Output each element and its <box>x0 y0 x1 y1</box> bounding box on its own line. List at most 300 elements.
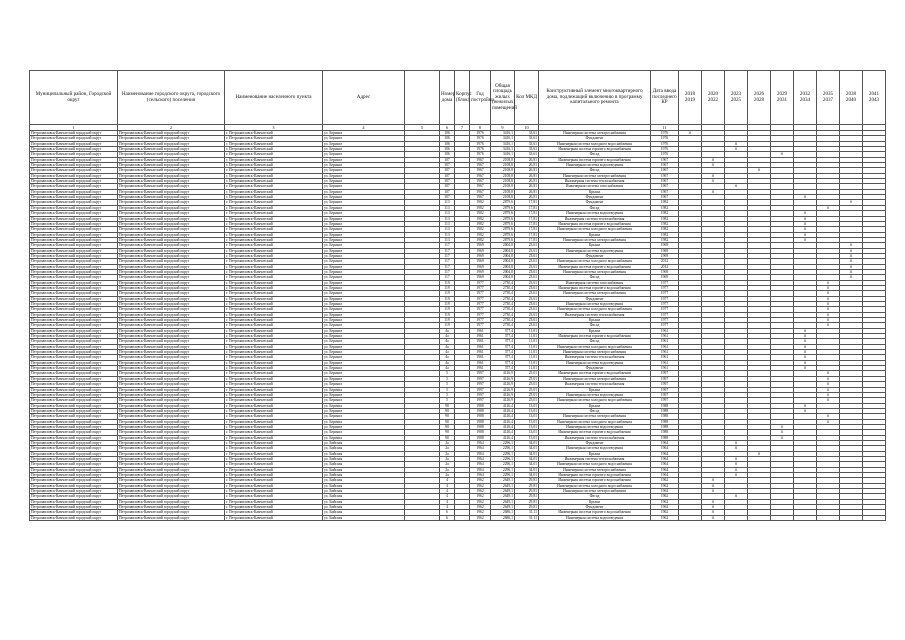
table-header <box>30 71 886 131</box>
table-cell: г. Петропавловск-Камчатский <box>225 307 323 312</box>
period-mark: X <box>794 366 817 371</box>
table-cell: г. Петропавловск-Камчатский <box>225 136 323 141</box>
table-cell: Петропавловск-Камчатский городской округ <box>30 473 118 478</box>
table-cell: Петропавловск-Камчатский городской округ <box>30 195 118 200</box>
table-cell: Петропавловск-Камчатский городской округ <box>118 339 225 344</box>
table-cell: 2649,1 <box>491 494 515 499</box>
table-cell: 17,81 <box>515 216 539 221</box>
table-cell: 4126,9 <box>491 398 515 403</box>
table-cell: 11,01 <box>515 344 539 349</box>
table-cell: г. Петропавловск-Камчатский <box>225 163 323 168</box>
table-cell: 1962 <box>470 494 491 499</box>
table-cell: Инженерная система теплоснабжения <box>539 435 651 440</box>
table-cell: 17,81 <box>515 232 539 237</box>
table-cell: Петропавловск-Камчатский городской округ <box>30 189 118 194</box>
table-cell: г. Петропавловск-Камчатский <box>225 253 323 258</box>
table-cell: 29,81 <box>515 499 539 504</box>
table-cell: 4а <box>440 334 455 339</box>
table-cell: Петропавловск-Камчатский городской округ <box>118 473 225 478</box>
table-cell: 11,01 <box>515 339 539 344</box>
table-cell: 1982 <box>651 221 679 226</box>
table-cell: Петропавловск-Камчатский городской округ <box>30 157 118 162</box>
table-cell: Петропавловск-Камчатский городской округ <box>118 403 225 408</box>
period-cell <box>817 515 840 520</box>
table-cell: Петропавловск-Камчатский городской округ <box>118 195 225 200</box>
period-cell <box>771 515 794 520</box>
table-cell: 2730,4 <box>491 307 515 312</box>
table-cell: 4126,4 <box>491 414 515 419</box>
table-cell: 13,01 <box>515 430 539 435</box>
column-header: 2029 2031 <box>771 71 794 125</box>
table-cell: Крыша <box>539 328 651 333</box>
table-cell: Петропавловск-Камчатский городской округ <box>30 408 118 413</box>
table-cell: Петропавловск-Камчатский городской округ <box>30 382 118 387</box>
table-cell: г. Петропавловск-Камчатский <box>225 430 323 435</box>
table-cell: Инженерная система водоотведения <box>539 248 651 253</box>
table-cell: 2012 <box>651 259 679 264</box>
table-cell: 1961 <box>651 350 679 355</box>
period-mark: X <box>840 269 863 274</box>
table-cell: 2649,1 <box>491 478 515 483</box>
table-cell: 1988 <box>470 435 491 440</box>
period-cell <box>840 515 863 520</box>
column-header: 2023 2025 <box>725 71 748 125</box>
table-cell: 2296,1 <box>491 446 515 451</box>
period-mark: X <box>794 227 817 232</box>
table-cell: 2730,4 <box>491 318 515 323</box>
table-cell: 4а <box>440 339 455 344</box>
table-cell: Петропавловск-Камчатский городской округ <box>118 312 225 317</box>
table-cell: 1982 <box>470 232 491 237</box>
table-cell: 4126,9 <box>491 387 515 392</box>
table-cell: 1961 <box>470 344 491 349</box>
table-cell: 2004,8 <box>491 248 515 253</box>
table-cell: Петропавловск-Камчатский городской округ <box>30 494 118 499</box>
table-cell: 2649,1 <box>491 483 515 488</box>
table-cell: Крыша <box>539 189 651 194</box>
table-cell: ул. Беринга <box>323 398 405 403</box>
table-cell: 1976 <box>470 141 491 146</box>
table-cell: 17,81 <box>515 221 539 226</box>
table-cell: ул. Беринга <box>323 227 405 232</box>
period-mark: X <box>725 440 748 445</box>
table-cell: ул. Беринга <box>323 275 405 280</box>
table-cell: 1982 <box>470 205 491 210</box>
table-cell: 2108,8 <box>491 189 515 194</box>
table-cell: 1964 <box>651 473 679 478</box>
table-cell: 98 <box>440 403 455 408</box>
table-cell: Крыша <box>539 499 651 504</box>
table-cell: г. Петропавловск-Камчатский <box>225 147 323 152</box>
table-cell: Петропавловск-Камчатский городской округ <box>118 296 225 301</box>
table-cell: 1997 <box>651 376 679 381</box>
table-cell: 119 <box>440 280 455 285</box>
table-cell: ул. Беринга <box>323 285 405 290</box>
table-cell: Инженерная система электроснабжения <box>539 414 651 419</box>
period-mark: X <box>817 318 840 323</box>
table-cell: ул. Бийская <box>323 489 405 494</box>
table-cell: Петропавловск-Камчатский городской округ <box>30 424 118 429</box>
period-mark: X <box>702 483 725 488</box>
table-cell: 2012 <box>651 264 679 269</box>
table-cell: ул. Беринга <box>323 221 405 226</box>
table-cell: Инженерная система холодного водоснабжения <box>539 307 651 312</box>
period-mark: X <box>817 285 840 290</box>
table-cell: ул. Беринга <box>323 205 405 210</box>
period-mark: X <box>702 505 725 510</box>
column-header: Общая площадь жилых (нежилых) помещений <box>491 71 515 125</box>
table-cell: 1969 <box>651 248 679 253</box>
table-cell: 1969 <box>651 269 679 274</box>
column-number: 3 <box>225 125 323 131</box>
table-cell: г. Петропавловск-Камчатский <box>225 403 323 408</box>
table-cell: 3416,1 <box>491 136 515 141</box>
table-cell: Петропавловск-Камчатский городской округ <box>118 163 225 168</box>
table-cell: 2686,1 <box>491 510 515 515</box>
table-cell: Петропавловск-Камчатский городской округ <box>30 478 118 483</box>
column-header: Муниципальный район, Городской округ <box>30 71 118 125</box>
table-cell: Фасад <box>539 339 651 344</box>
table-row <box>30 515 886 520</box>
period-mark: X <box>748 168 771 173</box>
table-cell: 117 <box>440 253 455 258</box>
period-mark: X <box>702 489 725 494</box>
table-cell: 34,01 <box>515 462 539 467</box>
table-cell: 98 <box>440 430 455 435</box>
table-cell: Петропавловск-Камчатский городской округ <box>118 227 225 232</box>
table-cell: 23,61 <box>515 318 539 323</box>
table-cell: г. Петропавловск-Камчатский <box>225 328 323 333</box>
table-cell: 1961 <box>470 328 491 333</box>
table-cell: г. Петропавловск-Камчатский <box>225 168 323 173</box>
table-cell: 377,4 <box>491 350 515 355</box>
table-cell: Инженерная система электроснабжения <box>539 173 651 178</box>
table-cell: Петропавловск-Камчатский городской округ <box>30 499 118 504</box>
table-cell: 23,61 <box>515 285 539 290</box>
table-cell: ул. Бийская <box>323 440 405 445</box>
table-cell: Инженерная система электроснабжения <box>539 237 651 242</box>
table-cell: 107 <box>440 157 455 162</box>
table-cell: г. Петропавловск-Камчатский <box>225 499 323 504</box>
table-cell: 4126,9 <box>491 392 515 397</box>
period-mark: X <box>817 302 840 307</box>
table-cell: Петропавловск-Камчатский городской округ <box>30 173 118 178</box>
table-cell: 1977 <box>651 302 679 307</box>
table-cell: 33,61 <box>515 152 539 157</box>
table-cell: 23,61 <box>515 264 539 269</box>
table-cell: 2108,8 <box>491 163 515 168</box>
table-cell: 1964 <box>651 446 679 451</box>
table-cell: 113 <box>440 227 455 232</box>
table-cell: 119 <box>440 302 455 307</box>
table-cell: 1988 <box>470 408 491 413</box>
table-cell: Петропавловск-Камчатский городской округ <box>118 152 225 157</box>
table-cell: 17,81 <box>515 200 539 205</box>
table-cell: 1997 <box>651 382 679 387</box>
table-cell: 1977 <box>470 318 491 323</box>
table-cell <box>405 515 440 520</box>
table-cell: 1961 <box>651 344 679 349</box>
table-cell: 13,01 <box>515 424 539 429</box>
table-cell: 1969 <box>470 243 491 248</box>
period-mark: X <box>794 350 817 355</box>
column-header: Корпус (блок) <box>455 71 470 125</box>
table-cell: ул. Беринга <box>323 318 405 323</box>
table-cell: 2879,6 <box>491 237 515 242</box>
table-cell: 4126,4 <box>491 424 515 429</box>
table-cell: Петропавловск-Камчатский городской округ <box>30 200 118 205</box>
table-cell: Инженерная система холодного водоснабжения <box>539 462 651 467</box>
table-cell: 1967 <box>470 163 491 168</box>
table-cell: 119 <box>440 291 455 296</box>
table-cell: 113 <box>440 237 455 242</box>
table-cell: Петропавловск-Камчатский городской округ <box>30 440 118 445</box>
table-cell: 1969 <box>651 275 679 280</box>
table-cell: 1964 <box>470 462 491 467</box>
column-number: 2 <box>118 125 225 131</box>
table-cell: ул. Беринга <box>323 131 405 136</box>
table-cell: 2879,6 <box>491 200 515 205</box>
table-cell: 117 <box>440 248 455 253</box>
period-mark: X <box>771 430 794 435</box>
table-cell: ул. Беринга <box>323 211 405 216</box>
table-cell: Петропавловск-Камчатский городской округ <box>118 360 225 365</box>
table-cell: Петропавловск-Камчатский городской округ <box>30 328 118 333</box>
table-cell: Петропавловск-Камчатский городской округ <box>30 489 118 494</box>
table-cell: 1997 <box>470 387 491 392</box>
table-cell: ул. Беринга <box>323 248 405 253</box>
table-cell: Петропавловск-Камчатский городской округ <box>118 467 225 472</box>
table-cell: Петропавловск-Камчатский городской округ <box>118 179 225 184</box>
table-cell: 1969 <box>470 253 491 258</box>
table-cell: 1997 <box>651 398 679 403</box>
table-cell: 1988 <box>470 403 491 408</box>
table-cell: 4126,9 <box>491 371 515 376</box>
table-cell: Петропавловск-Камчатский городской округ <box>118 387 225 392</box>
table-cell: 1982 <box>651 232 679 237</box>
table-cell: г. Петропавловск-Камчатский <box>225 435 323 440</box>
period-mark: X <box>817 205 840 210</box>
table-cell: 1988 <box>651 403 679 408</box>
table-cell: г. Петропавловск-Камчатский <box>225 285 323 290</box>
table-cell: г. Петропавловск-Камчатский <box>225 414 323 419</box>
table-cell: 1988 <box>651 414 679 419</box>
table-cell: 1982 <box>651 200 679 205</box>
table-cell: г. Петропавловск-Камчатский <box>225 195 323 200</box>
table-cell: Петропавловск-Камчатский городской округ <box>118 489 225 494</box>
table-cell: 1982 <box>470 216 491 221</box>
table-cell: 4126,9 <box>491 382 515 387</box>
table-cell: г. Петропавловск-Камчатский <box>225 205 323 210</box>
table-cell: Петропавловск-Камчатский городской округ <box>118 328 225 333</box>
table-cell: 4а <box>440 344 455 349</box>
table-cell: г. Петропавловск-Камчатский <box>225 334 323 339</box>
table-cell: 1988 <box>470 414 491 419</box>
table-cell: Петропавловск-Камчатский городской округ <box>30 248 118 253</box>
table-cell: 113 <box>440 200 455 205</box>
table-cell: Петропавловск-Камчатский городской округ <box>30 376 118 381</box>
table-cell: 1988 <box>470 419 491 424</box>
table-cell: 2730,4 <box>491 291 515 296</box>
table-cell: 2108,8 <box>491 195 515 200</box>
table-cell: 4 <box>440 494 455 499</box>
table-cell: 1962 <box>470 478 491 483</box>
table-cell: ул. Беринга <box>323 216 405 221</box>
table-cell: Петропавловск-Камчатский городской округ <box>118 435 225 440</box>
period-mark: X <box>817 376 840 381</box>
table-cell: 13,01 <box>515 414 539 419</box>
table-cell: Петропавловск-Камчатский городской округ <box>118 424 225 429</box>
period-mark: X <box>817 419 840 424</box>
table-cell: 1962 <box>651 483 679 488</box>
table-cell: г. Петропавловск-Камчатский <box>225 515 323 520</box>
table-cell: 13,01 <box>515 408 539 413</box>
table-cell: ул. Беринга <box>323 195 405 200</box>
table-cell: г. Петропавловск-Камчатский <box>225 467 323 472</box>
table-cell: Петропавловск-Камчатский городской округ <box>30 147 118 152</box>
table-cell: 2108,8 <box>491 157 515 162</box>
period-mark: X <box>794 334 817 339</box>
table-cell: Петропавловск-Камчатский городской округ <box>30 355 118 360</box>
table-cell: Инженерная система горячего водоснабжения <box>539 334 651 339</box>
table-cell: 1997 <box>651 387 679 392</box>
table-cell: 377,4 <box>491 334 515 339</box>
table-cell: Петропавловск-Камчатский городской округ <box>30 339 118 344</box>
table-cell: Крыша <box>539 387 651 392</box>
table-cell: Инженерная система теплоснабжения <box>539 456 651 461</box>
table-cell: 2004,8 <box>491 269 515 274</box>
period-mark: X <box>840 264 863 269</box>
table-cell: г. Петропавловск-Камчатский <box>225 243 323 248</box>
table-cell: г. Петропавловск-Камчатский <box>225 184 323 189</box>
table-cell: 1976 <box>470 131 491 136</box>
table-cell: 1977 <box>651 323 679 328</box>
table-cell: 2879,6 <box>491 216 515 221</box>
table-cell: 2108,8 <box>491 173 515 178</box>
table-cell: Инженерная система водоотведения <box>539 211 651 216</box>
table-cell: Петропавловск-Камчатский городской округ <box>118 366 225 371</box>
table-cell: ул. Беринга <box>323 334 405 339</box>
table-cell: ул. Беринга <box>323 157 405 162</box>
table-cell: ул. Беринга <box>323 403 405 408</box>
table-cell: Петропавловск-Камчатский городской округ <box>30 280 118 285</box>
table-cell: 98 <box>440 435 455 440</box>
table-cell: Петропавловск-Камчатский городской округ <box>30 451 118 456</box>
table-cell: 1977 <box>651 307 679 312</box>
period-mark: X <box>702 499 725 504</box>
table-cell: г. Петропавловск-Камчатский <box>225 221 323 226</box>
table-cell: Петропавловск-Камчатский городской округ <box>118 221 225 226</box>
period-mark: X <box>817 312 840 317</box>
table-cell: Петропавловск-Камчатский городской округ <box>30 259 118 264</box>
table-cell: Инженерная система горячего водоснабжения <box>539 157 651 162</box>
table-cell: ул. Беринга <box>323 152 405 157</box>
table-cell: г. Петропавловск-Камчатский <box>225 408 323 413</box>
table-cell: г. Петропавловск-Камчатский <box>225 456 323 461</box>
table-cell: Инженерная система холодного водоснабжения <box>539 227 651 232</box>
table-cell: 1988 <box>651 408 679 413</box>
period-cell <box>794 515 817 520</box>
table-cell: 1976 <box>651 131 679 136</box>
table-cell: 25,01 <box>515 382 539 387</box>
table-cell: Инженерная система теплоснабжения <box>539 355 651 360</box>
column-header: Конструктивный элемент многоквартирного дома, подлежащий включению в программу капитального ремонта <box>539 71 651 125</box>
table-cell: г. Петропавловск-Камчатский <box>225 446 323 451</box>
period-cell <box>725 515 748 520</box>
period-mark: X <box>794 195 817 200</box>
table-cell: Петропавловск-Камчатский городской округ <box>30 296 118 301</box>
table-cell: г. Петропавловск-Камчатский <box>225 478 323 483</box>
period-mark: X <box>702 515 725 520</box>
table-cell: 1997 <box>470 376 491 381</box>
column-header: 2035 2037 <box>817 71 840 125</box>
table-cell: 1962 <box>651 489 679 494</box>
table-cell: 2а <box>440 456 455 461</box>
table-cell: 1967 <box>470 184 491 189</box>
table-cell: ул. Беринга <box>323 253 405 258</box>
table-cell: 2108,8 <box>491 184 515 189</box>
table-cell: 1967 <box>651 184 679 189</box>
table-cell: ул. Бийская <box>323 462 405 467</box>
table-cell: 26,81 <box>515 184 539 189</box>
table-cell: 113 <box>440 232 455 237</box>
table-cell: 1964 <box>470 446 491 451</box>
table-cell: 2879,6 <box>491 227 515 232</box>
table-cell: Петропавловск-Камчатский городской округ <box>30 243 118 248</box>
period-mark: X <box>794 221 817 226</box>
table-cell: Инженерная система теплоснабжения <box>539 216 651 221</box>
table-cell: Петропавловск-Камчатский городской округ <box>118 483 225 488</box>
table-cell: ул. Бийская <box>323 505 405 510</box>
table-cell: 1967 <box>651 168 679 173</box>
table-cell: Петропавловск-Камчатский городской округ <box>118 269 225 274</box>
period-mark: X <box>794 339 817 344</box>
table-cell: Инженерная система холодного водоснабжения <box>539 344 651 349</box>
table-cell: ул. Бийская <box>323 456 405 461</box>
table-cell: 1964 <box>651 451 679 456</box>
table-cell: Инженерная система электроснабжения <box>539 131 651 136</box>
table-cell: 1962 <box>470 510 491 515</box>
table-cell: Инженерная система холодного водоснабжения <box>539 483 651 488</box>
table-cell: 107 <box>440 189 455 194</box>
table-cell: 26,81 <box>515 168 539 173</box>
table-cell: Фундамент <box>539 366 651 371</box>
table-cell: 119 <box>440 323 455 328</box>
table-cell: 377,4 <box>491 339 515 344</box>
table-cell: Петропавловск-Камчатский городской округ <box>30 456 118 461</box>
table-cell: Петропавловск-Камчатский городской округ <box>118 505 225 510</box>
table-cell: 29,81 <box>515 494 539 499</box>
table-cell: 34,01 <box>515 456 539 461</box>
table-cell: 4а <box>440 350 455 355</box>
period-mark: X <box>817 291 840 296</box>
table-cell: г. Петропавловск-Камчатский <box>225 227 323 232</box>
table-cell: 2296,1 <box>491 467 515 472</box>
table-cell: 2а <box>440 451 455 456</box>
table-cell: 1977 <box>651 291 679 296</box>
table-cell: г. Петропавловск-Камчатский <box>225 344 323 349</box>
table-cell: г. Петропавловск-Камчатский <box>225 275 323 280</box>
table-cell: Петропавловск-Камчатский городской округ <box>118 371 225 376</box>
table-cell: Петропавловск-Камчатский городской округ <box>118 141 225 146</box>
table-cell: Петропавловск-Камчатский городской округ <box>118 392 225 397</box>
period-mark: X <box>725 467 748 472</box>
table-cell: 1961 <box>470 339 491 344</box>
column-header: Адрес <box>323 71 405 125</box>
table-cell: ул. Беринга <box>323 302 405 307</box>
table-cell: г. Петропавловск-Камчатский <box>225 141 323 146</box>
table-cell: 1977 <box>470 323 491 328</box>
